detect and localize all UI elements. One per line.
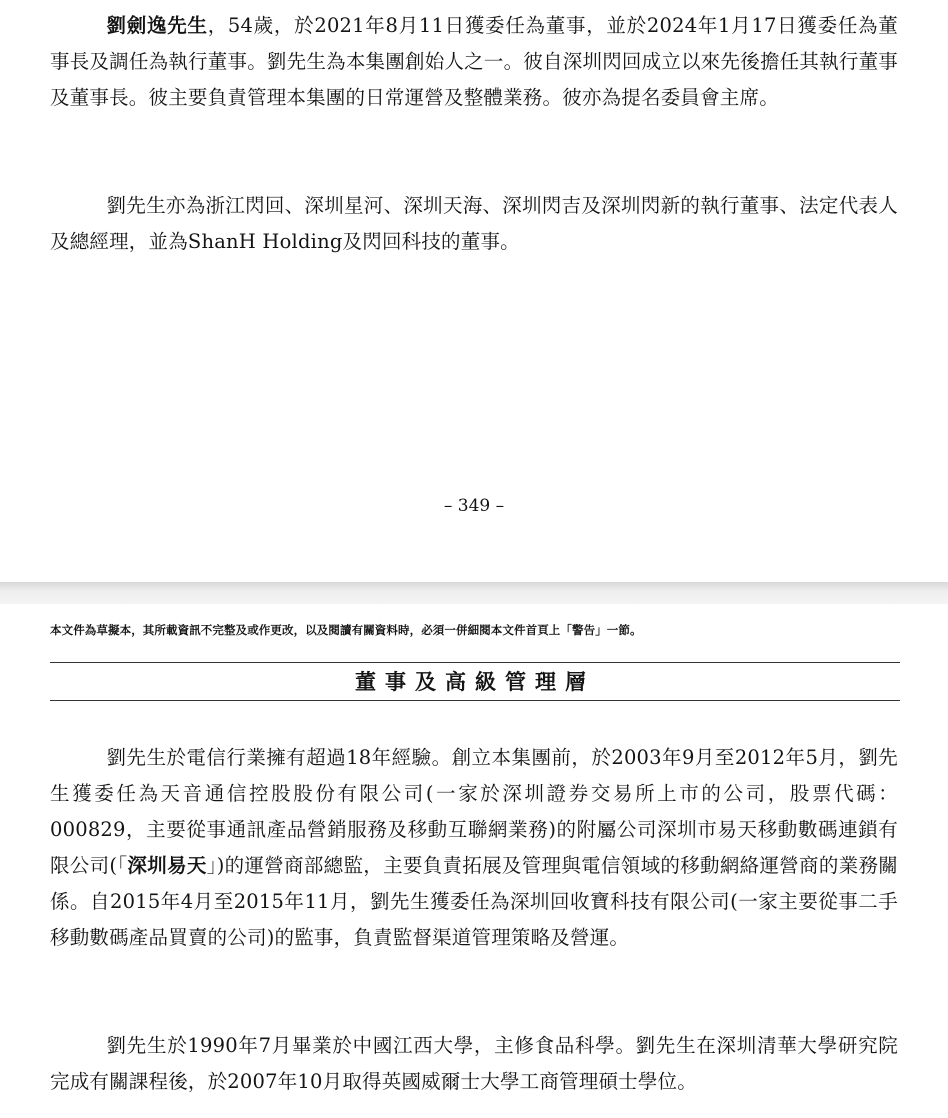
experience-text-start: 劉先生於電信行業擁有超過18年經驗。創立本集團前，於2003年9月至2012年5月，劉先生獲委任為天音通信控股股份有限公司(一家於深圳證券交易所上市的公司，股票代碼：000829，主要從事通訊產品營銷服務及移動互聯網業務)的附屬公司深圳市易天移動數碼連鎖有限公司(「: [50, 746, 898, 877]
page-separator: [0, 582, 948, 604]
header-rule-bottom: [50, 700, 900, 701]
director-name: 劉劍逸先生: [106, 14, 208, 37]
director-roles-paragraph: 劉先生亦為浙江閃回、深圳星河、深圳天海、深圳閃吉及深圳閃新的執行董事、法定代表人及總經理，並為ShanH Holding及閃回科技的董事。: [50, 194, 898, 253]
section-title: 董事及高級管理層: [355, 670, 595, 694]
document-page-bottom: [0, 604, 948, 1118]
education-paragraph: 劉先生於1990年7月畢業於中國江西大學，主修食品科學。劉先生在深圳清華大學研究院完成有關課程後，於2007年10月取得英國威爾士大學工商管理碩士學位。: [50, 1034, 898, 1093]
director-bio-paragraph: [50, 8, 898, 116]
defined-term: 深圳易天: [127, 854, 207, 877]
experience-paragraph: [50, 740, 898, 956]
director-bio-text: ，54歲，於2021年8月11日獲委任為董事，並於2024年1月17日獲委任為董事長及調任為執行董事。劉先生為本集團創始人之一。彼自深圳閃回成立以來先後擔任其執行董事及董事長。彼主要負責管理本集團的日常運營及整體業務。彼亦為提名委員會主席。: [50, 14, 898, 109]
page-number: – 349 –: [443, 496, 505, 516]
header-rule-top: [50, 662, 900, 663]
experience-text-end: 」)的運營商部總監，主要負責拓展及管理與電信領域的移動網絡運營商的業務關係。自2015年4月至2015年11月，劉先生獲委任為深圳回收寶科技有限公司(一家主要從事二手移動數碼產品買賣的公司)的監事，負責監督渠道管理策略及營運。: [50, 854, 898, 949]
draft-notice: 本文件為草擬本，其所載資訊不完整及或作更改，以及閱讀有關資料時，必須一併細閱本文件首頁上「警告」一節。: [50, 623, 642, 637]
